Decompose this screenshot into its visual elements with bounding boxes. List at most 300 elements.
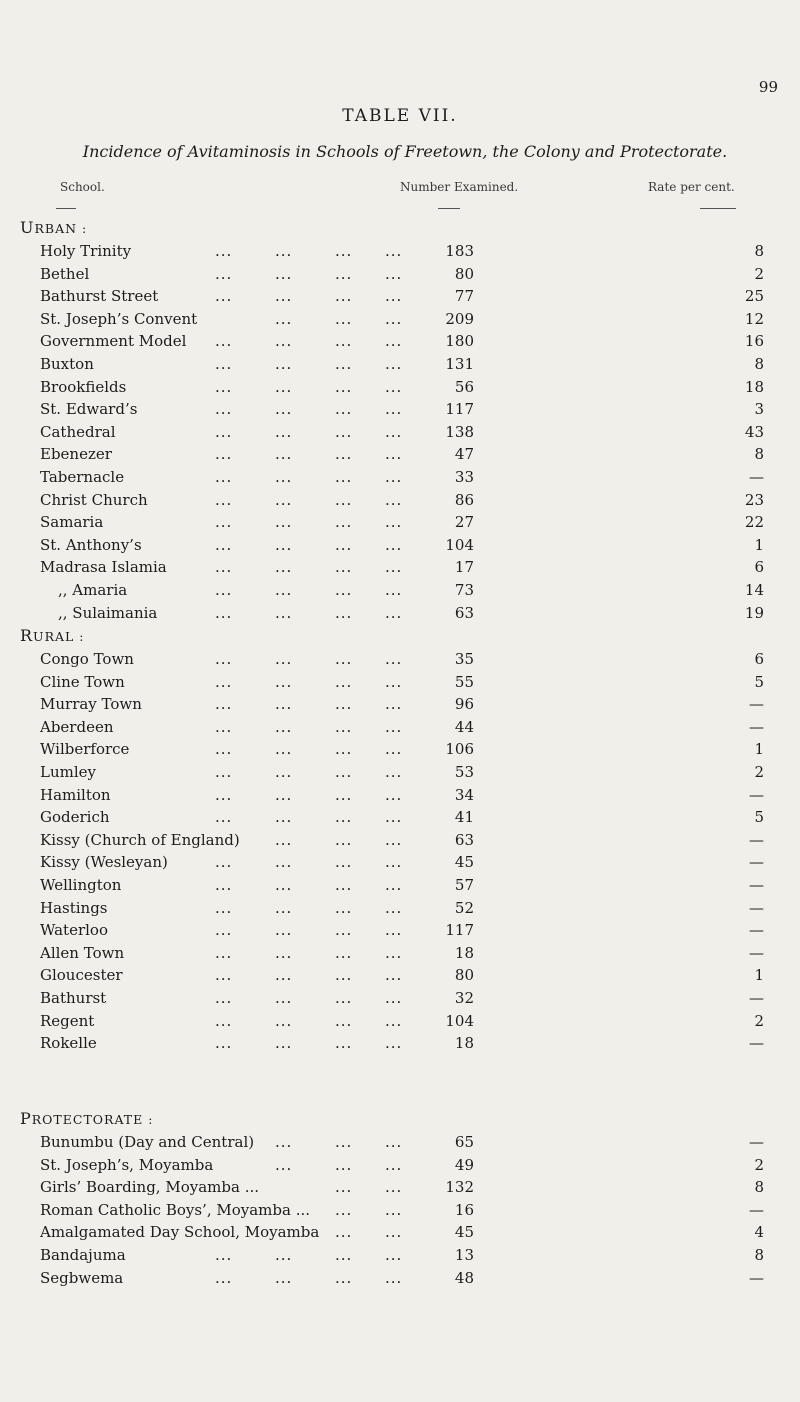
school-name: Bandajuma (40, 1246, 126, 1264)
school-name: St. Joseph’s Convent (40, 309, 198, 328)
number-examined: 35 (454, 650, 474, 668)
leader-dot: ... (335, 264, 353, 283)
table-row (0, 1156, 800, 1178)
number-examined: 53 (454, 763, 474, 781)
leader-dot: ... (385, 830, 403, 849)
number-examined: 18 (454, 943, 474, 962)
school-name: Allen Town (40, 943, 125, 962)
leader-dot: ... (275, 695, 293, 714)
leader-dot: ... (385, 808, 403, 827)
table-row (0, 287, 800, 309)
leader-dot: ... (385, 1155, 403, 1174)
table-row (0, 740, 800, 762)
school-name: Goderich (40, 808, 110, 827)
rate-per-cent: — (749, 898, 764, 917)
table-row (0, 1133, 800, 1155)
leader-dot: ... (275, 808, 293, 827)
leader-dot: ... (215, 989, 233, 1007)
leader-dot: ... (215, 377, 233, 396)
leader-dot: ... (385, 400, 403, 419)
rate-per-cent: — (749, 785, 764, 804)
leader-dot: ... (335, 581, 353, 599)
rate-per-cent: — (749, 830, 764, 849)
leader-dot: ... (275, 1011, 293, 1030)
header-rule-number (438, 208, 460, 209)
rate-per-cent: 2 (754, 1011, 764, 1030)
number-examined: 13 (454, 1246, 474, 1264)
leader-dot: ... (335, 966, 353, 985)
number-examined: 131 (445, 355, 474, 373)
leader-dot: ... (215, 966, 233, 985)
school-name: Government Model (40, 332, 187, 351)
table-row (0, 763, 800, 785)
school-name: Regent (40, 1011, 95, 1030)
leader-dot: ... (385, 377, 403, 396)
table-row (0, 513, 800, 535)
number-examined: 27 (454, 513, 474, 532)
leader-dot: ... (335, 763, 353, 781)
leader-dot: ... (215, 400, 233, 419)
leader-dot: ... (385, 287, 403, 306)
leader-dot: ... (275, 1133, 293, 1151)
leader-dot: ... (335, 1155, 353, 1174)
leader-dot: ... (335, 445, 353, 464)
leader-dot: ... (335, 650, 353, 668)
table-title: TABLE VII. (342, 106, 458, 126)
school-name: ,, Amaria (58, 581, 128, 599)
rate-per-cent: 5 (754, 672, 764, 691)
leader-dot: ... (215, 558, 233, 577)
header-rule-rate (700, 208, 736, 209)
leader-dot: ... (275, 445, 293, 464)
table-row (0, 242, 800, 264)
rate-per-cent: 22 (744, 513, 764, 532)
leader-dot: ... (385, 943, 403, 962)
rate-per-cent: 43 (744, 422, 764, 441)
rate-per-cent: — (749, 1200, 764, 1219)
number-examined: 180 (445, 332, 474, 351)
number-examined: 80 (454, 966, 474, 985)
school-name: Cline Town (40, 672, 125, 691)
rate-per-cent: — (749, 695, 764, 714)
leader-dot: ... (215, 1011, 233, 1030)
leader-dot: ... (335, 1223, 353, 1242)
rate-per-cent: 25 (744, 287, 764, 306)
number-examined: 56 (454, 377, 474, 396)
leader-dot: ... (275, 309, 293, 328)
rate-per-cent: — (749, 989, 764, 1007)
number-examined: 117 (445, 400, 474, 419)
table-row (0, 1223, 800, 1245)
leader-dot: ... (385, 1246, 403, 1264)
school-name: Kissy (Wesleyan) (40, 853, 168, 872)
leader-dot: ... (335, 989, 353, 1007)
rate-per-cent: 8 (754, 355, 764, 373)
column-header-rate-per-cent: Rate per cent. (648, 180, 735, 194)
leader-dot: ... (385, 763, 403, 781)
rate-per-cent: 19 (744, 603, 764, 622)
number-examined: 45 (454, 853, 474, 872)
leader-dot: ... (335, 490, 353, 509)
table-row (0, 423, 800, 445)
number-examined: 48 (454, 1268, 474, 1287)
rate-per-cent: 12 (744, 309, 764, 328)
leader-dot: ... (275, 242, 293, 260)
number-examined: 18 (454, 1034, 474, 1053)
leader-dot: ... (215, 672, 233, 691)
table-row (0, 491, 800, 513)
number-examined: 106 (445, 740, 474, 759)
school-name: Kissy (Church of England) (40, 830, 240, 849)
rate-per-cent: 2 (754, 1155, 764, 1174)
table-row (0, 989, 800, 1011)
table-row (0, 265, 800, 287)
table-row (0, 536, 800, 558)
number-examined: 104 (445, 1011, 474, 1030)
rate-per-cent: 8 (754, 445, 764, 464)
table-row (0, 558, 800, 580)
leader-dot: ... (385, 1268, 403, 1287)
leader-dot: ... (275, 763, 293, 781)
rate-per-cent: 23 (744, 490, 764, 509)
leader-dot: ... (385, 672, 403, 691)
leader-dot: ... (335, 400, 353, 419)
rate-per-cent: — (749, 717, 764, 736)
leader-dot: ... (335, 853, 353, 872)
leader-dot: ... (335, 830, 353, 849)
school-name: Cathedral (40, 422, 116, 441)
leader-dot: ... (385, 242, 403, 260)
school-name: Madrasa Islamia (40, 558, 167, 577)
leader-dot: ... (385, 1034, 403, 1053)
school-name: Waterloo (40, 921, 108, 940)
table-row (0, 1269, 800, 1291)
school-name: Buxton (40, 355, 94, 373)
leader-dot: ... (385, 1178, 403, 1197)
leader-dot: ... (385, 422, 403, 441)
number-examined: 49 (454, 1155, 474, 1174)
rate-per-cent: 8 (754, 1246, 764, 1264)
leader-dot: ... (335, 898, 353, 917)
rate-per-cent: 6 (754, 558, 764, 577)
leader-dot: ... (335, 558, 353, 577)
leader-dot: ... (275, 672, 293, 691)
leader-dot: ... (335, 1011, 353, 1030)
leader-dot: ... (215, 921, 233, 940)
leader-dot: ... (275, 513, 293, 532)
page-number: 99 (758, 78, 778, 96)
leader-dot: ... (275, 1268, 293, 1287)
leader-dot: ... (335, 672, 353, 691)
leader-dot: ... (385, 989, 403, 1007)
number-examined: 33 (454, 468, 474, 486)
leader-dot: ... (275, 581, 293, 599)
school-name: Rokelle (40, 1034, 97, 1053)
number-examined: 44 (454, 717, 474, 736)
table-row (0, 966, 800, 988)
number-examined: 17 (454, 558, 474, 577)
school-name: St. Joseph’s, Moyamba (40, 1155, 214, 1174)
school-name: Congo Town (40, 650, 134, 668)
leader-dot: ... (385, 603, 403, 622)
leader-dot: ... (335, 513, 353, 532)
leader-dot: ... (275, 830, 293, 849)
leader-dot: ... (275, 422, 293, 441)
leader-dot: ... (275, 853, 293, 872)
leader-dot: ... (335, 309, 353, 328)
rate-per-cent: 2 (754, 264, 764, 283)
table-row (0, 332, 800, 354)
leader-dot: ... (215, 332, 233, 351)
rate-per-cent: — (749, 1034, 764, 1053)
table-row (0, 445, 800, 467)
school-name: Hamilton (40, 785, 111, 804)
leader-dot: ... (335, 921, 353, 940)
rate-per-cent: — (749, 468, 764, 486)
school-name: Segbwema (40, 1268, 124, 1287)
leader-dot: ... (215, 468, 233, 486)
rate-per-cent: — (749, 1268, 764, 1287)
leader-dot: ... (385, 650, 403, 668)
number-examined: 80 (454, 264, 474, 283)
leader-dot: ... (385, 853, 403, 872)
leader-dot: ... (385, 921, 403, 940)
leader-dot: ... (385, 558, 403, 577)
leader-dot: ... (275, 558, 293, 577)
number-examined: 47 (454, 445, 474, 464)
table-row (0, 581, 800, 603)
leader-dot: ... (275, 1155, 293, 1174)
leader-dot: ... (275, 943, 293, 962)
rate-per-cent: — (749, 943, 764, 962)
number-examined: 52 (454, 898, 474, 917)
leader-dot: ... (385, 332, 403, 351)
number-examined: 104 (445, 535, 474, 554)
rate-per-cent: — (749, 1133, 764, 1151)
rate-per-cent: — (749, 876, 764, 894)
number-examined: 16 (454, 1200, 474, 1219)
number-examined: 73 (454, 581, 474, 599)
leader-dot: ... (215, 513, 233, 532)
table-row (0, 604, 800, 626)
school-name: Bunumbu (Day and Central) (40, 1133, 255, 1151)
leader-dot: ... (215, 287, 233, 306)
leader-dot: ... (335, 603, 353, 622)
leader-dot: ... (385, 309, 403, 328)
rate-per-cent: 4 (754, 1223, 764, 1242)
school-name: Hastings (40, 898, 108, 917)
leader-dot: ... (385, 740, 403, 759)
leader-dot: ... (335, 1178, 353, 1197)
leader-dot: ... (275, 490, 293, 509)
rate-per-cent: 14 (744, 581, 764, 599)
school-name: St. Edward’s (40, 400, 138, 419)
leader-dot: ... (335, 332, 353, 351)
column-header-school: School. (60, 180, 105, 194)
leader-dot: ... (215, 535, 233, 554)
leader-dot: ... (335, 740, 353, 759)
leader-dot: ... (215, 242, 233, 260)
rate-per-cent: 1 (754, 535, 764, 554)
number-examined: 63 (454, 603, 474, 622)
table-row (0, 1246, 800, 1268)
leader-dot: ... (275, 264, 293, 283)
leader-dot: ... (275, 468, 293, 486)
leader-dot: ... (275, 535, 293, 554)
leader-dot: ... (385, 1223, 403, 1242)
rate-per-cent: 1 (754, 740, 764, 759)
rate-per-cent: 5 (754, 808, 764, 827)
school-name: Girls’ Boarding, Moyamba ... (40, 1178, 259, 1197)
leader-dot: ... (385, 876, 403, 894)
leader-dot: ... (335, 242, 353, 260)
school-name: Lumley (40, 763, 96, 781)
leader-dot: ... (335, 1200, 353, 1219)
rate-per-cent: 16 (744, 332, 764, 351)
leader-dot: ... (275, 332, 293, 351)
leader-dot: ... (215, 490, 233, 509)
table-row (0, 876, 800, 898)
leader-dot: ... (335, 535, 353, 554)
school-name: Holy Trinity (40, 242, 132, 260)
table-row (0, 468, 800, 490)
leader-dot: ... (215, 650, 233, 668)
leader-dot: ... (215, 717, 233, 736)
school-name: Amalgamated Day School, Moyamba (40, 1223, 320, 1242)
leader-dot: ... (385, 264, 403, 283)
number-examined: 32 (454, 989, 474, 1007)
leader-dot: ... (275, 355, 293, 373)
table-row (0, 673, 800, 695)
leader-dot: ... (275, 966, 293, 985)
rate-per-cent: — (749, 853, 764, 872)
leader-dot: ... (215, 264, 233, 283)
number-examined: 65 (454, 1133, 474, 1151)
leader-dot: ... (215, 1034, 233, 1053)
leader-dot: ... (335, 717, 353, 736)
leader-dot: ... (275, 400, 293, 419)
leader-dot: ... (385, 1133, 403, 1151)
school-name: Bathurst (40, 989, 107, 1007)
school-name: Roman Catholic Boys’, Moyamba ... (40, 1200, 310, 1219)
leader-dot: ... (385, 513, 403, 532)
leader-dot: ... (335, 1246, 353, 1264)
leader-dot: ... (335, 695, 353, 714)
leader-dot: ... (275, 603, 293, 622)
school-name: ,, Sulaimania (58, 603, 158, 622)
rate-per-cent: 8 (754, 242, 764, 260)
school-name: Wellington (40, 876, 122, 894)
table-row (0, 400, 800, 422)
leader-dot: ... (335, 1268, 353, 1287)
rate-per-cent: 2 (754, 763, 764, 781)
school-name: Aberdeen (40, 717, 114, 736)
rate-per-cent: 8 (754, 1178, 764, 1197)
leader-dot: ... (215, 355, 233, 373)
leader-dot: ... (215, 695, 233, 714)
table-row (0, 1012, 800, 1034)
table-row (0, 718, 800, 740)
leader-dot: ... (275, 650, 293, 668)
leader-dot: ... (215, 740, 233, 759)
leader-dot: ... (335, 287, 353, 306)
leader-dot: ... (275, 287, 293, 306)
number-examined: 117 (445, 921, 474, 940)
leader-dot: ... (385, 490, 403, 509)
table-row (0, 899, 800, 921)
table-row (0, 650, 800, 672)
leader-dot: ... (215, 876, 233, 894)
number-examined: 96 (454, 695, 474, 714)
school-name: Samaria (40, 513, 104, 532)
school-name: Ebenezer (40, 445, 112, 464)
number-examined: 209 (445, 309, 474, 328)
leader-dot: ... (385, 1011, 403, 1030)
leader-dot: ... (215, 785, 233, 804)
school-name: Brookfields (40, 377, 127, 396)
leader-dot: ... (215, 581, 233, 599)
number-examined: 57 (454, 876, 474, 894)
section-label-rural: RURAL : (20, 626, 85, 645)
table-row (0, 1034, 800, 1056)
leader-dot: ... (385, 717, 403, 736)
school-name: Tabernacle (40, 468, 125, 486)
table-row (0, 831, 800, 853)
school-name: Murray Town (40, 695, 142, 714)
leader-dot: ... (215, 808, 233, 827)
school-name: Gloucester (40, 966, 123, 985)
school-name: St. Anthony’s (40, 535, 142, 554)
number-examined: 63 (454, 830, 474, 849)
table-row (0, 310, 800, 332)
number-examined: 45 (454, 1223, 474, 1242)
leader-dot: ... (275, 921, 293, 940)
table-row (0, 921, 800, 943)
leader-dot: ... (215, 1268, 233, 1287)
leader-dot: ... (215, 763, 233, 781)
leader-dot: ... (275, 785, 293, 804)
section-label-urban: URBAN : (20, 218, 88, 237)
leader-dot: ... (335, 876, 353, 894)
leader-dot: ... (215, 898, 233, 917)
leader-dot: ... (385, 535, 403, 554)
leader-dot: ... (275, 377, 293, 396)
table-row (0, 786, 800, 808)
leader-dot: ... (335, 808, 353, 827)
leader-dot: ... (335, 1133, 353, 1151)
leader-dot: ... (385, 966, 403, 985)
number-examined: 55 (454, 672, 474, 691)
leader-dot: ... (215, 603, 233, 622)
leader-dot: ... (215, 1246, 233, 1264)
school-name: Christ Church (40, 490, 148, 509)
table-row (0, 695, 800, 717)
table-row (0, 355, 800, 377)
leader-dot: ... (215, 943, 233, 962)
leader-dot: ... (215, 422, 233, 441)
leader-dot: ... (335, 377, 353, 396)
leader-dot: ... (335, 943, 353, 962)
leader-dot: ... (275, 1034, 293, 1053)
number-examined: 77 (454, 287, 474, 306)
header-rule-school (56, 208, 76, 209)
school-name: Wilberforce (40, 740, 130, 759)
leader-dot: ... (275, 740, 293, 759)
number-examined: 86 (454, 490, 474, 509)
number-examined: 41 (454, 808, 474, 827)
leader-dot: ... (215, 445, 233, 464)
leader-dot: ... (385, 1200, 403, 1219)
